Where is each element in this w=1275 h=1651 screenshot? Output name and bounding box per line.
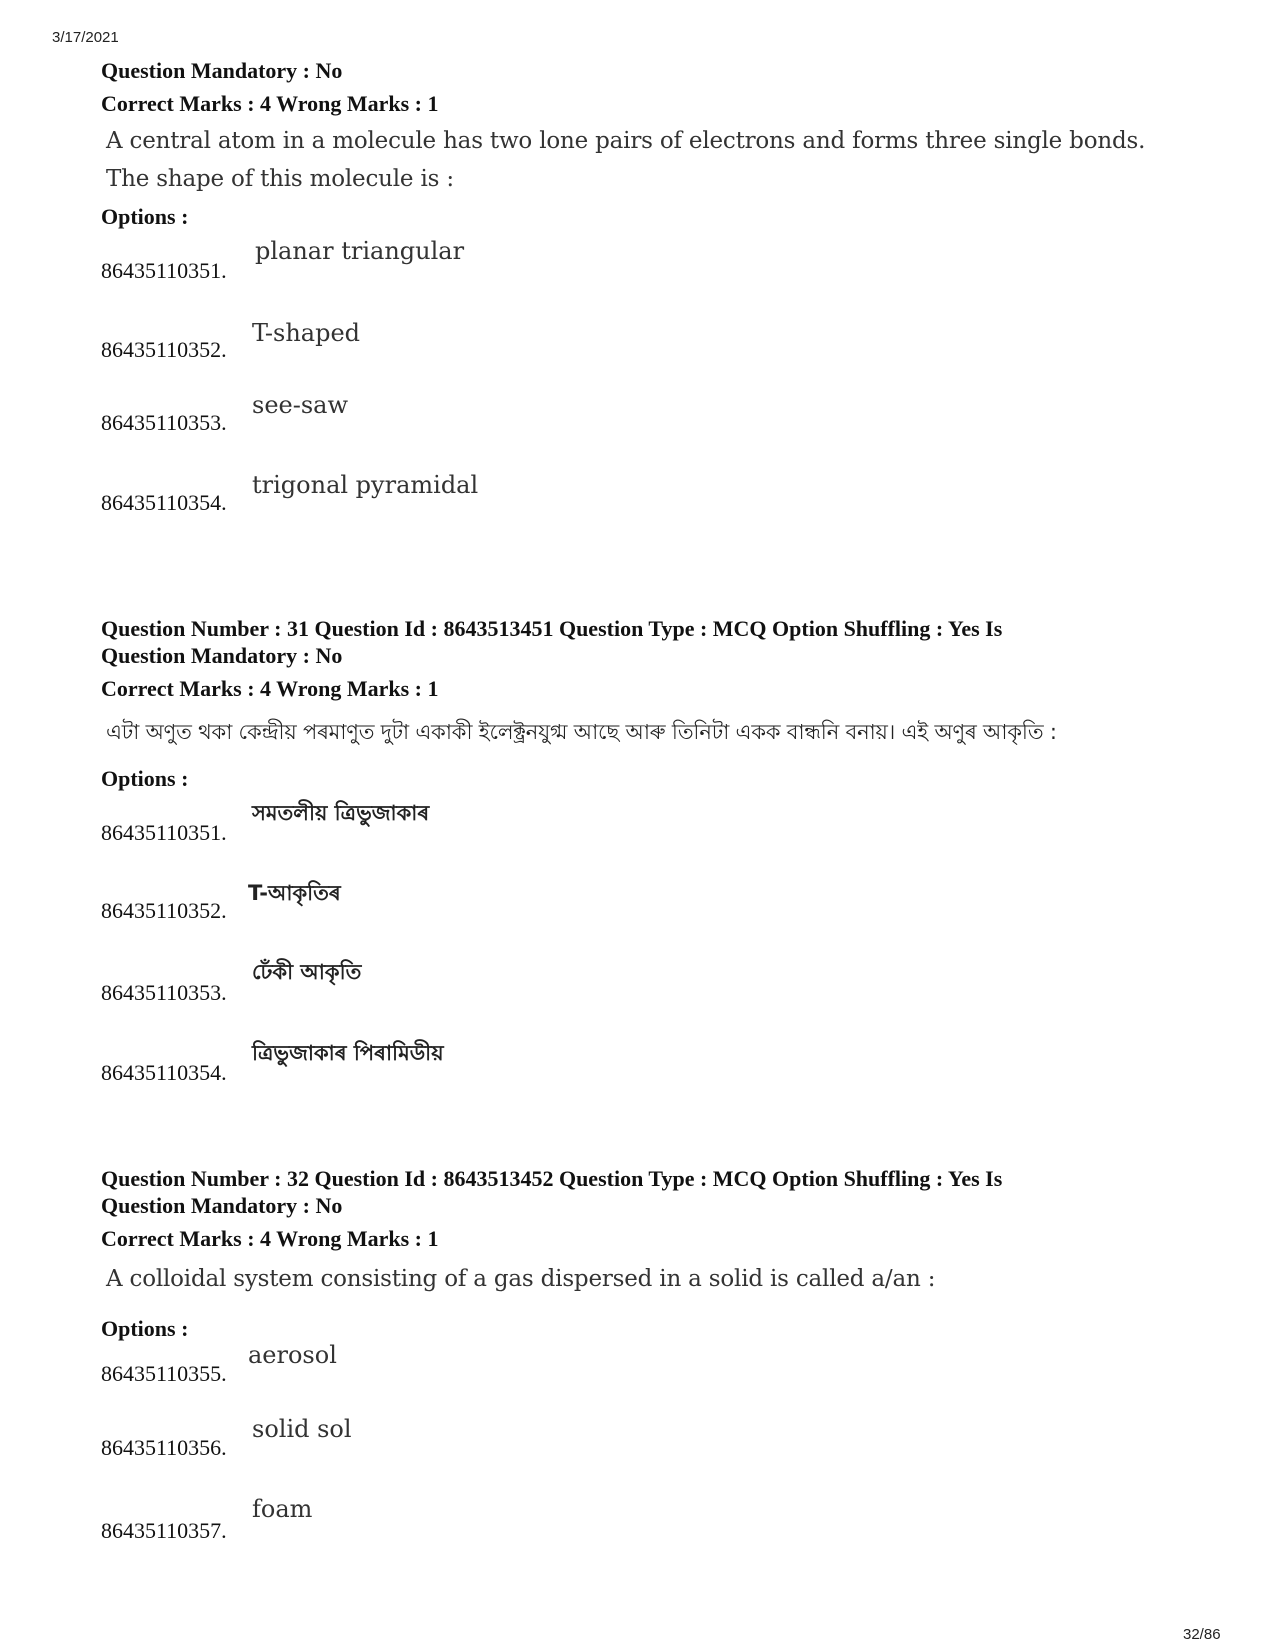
option-id: 86435110351.: [101, 820, 227, 845]
question-header: Question Number : 32 Question Id : 8643513452 Question Type : MCQ Option Shuffling : Yes Is: [101, 1166, 1003, 1191]
question-mandatory: Question Mandatory : No: [101, 58, 343, 83]
options-label: Options :: [101, 204, 189, 229]
question-text: [106, 122, 1145, 198]
option-text: T-shaped: [252, 319, 361, 347]
option-text: trigonal pyramidal: [252, 471, 479, 499]
option-text: foam: [252, 1495, 313, 1523]
question-text-line: The shape of this molecule is :: [106, 166, 454, 192]
option-id: 86435110352.: [101, 898, 227, 923]
option-id: 86435110352.: [101, 337, 227, 362]
option-id: 86435110353.: [101, 410, 227, 435]
option-text: T-আকৃতিৰ: [248, 881, 341, 905]
option-id: 86435110354.: [101, 1060, 227, 1085]
question-mandatory: Question Mandatory : No: [101, 643, 343, 668]
question-mandatory: Question Mandatory : No: [101, 1193, 343, 1218]
option-text: see-saw: [252, 391, 348, 419]
question-marks: Correct Marks : 4 Wrong Marks : 1: [101, 1226, 439, 1251]
option-id: 86435110357.: [101, 1518, 227, 1543]
option-id: 86435110351.: [101, 258, 227, 283]
option-text: ত্ৰিভুজাকাৰ পিৰামিডীয়: [252, 1041, 444, 1065]
option-text: ঢেঁকী আকৃতি: [252, 960, 362, 984]
question-text-line: A colloidal system consisting of a gas dispersed in a solid is called a/an :: [106, 1266, 936, 1292]
option-text: planar triangular: [255, 237, 465, 265]
question-text: [106, 713, 1057, 751]
question-marks: Correct Marks : 4 Wrong Marks : 1: [101, 91, 439, 116]
page-number: 32/86: [1183, 1626, 1221, 1643]
options-label: Options :: [101, 766, 189, 791]
option-id: 86435110355.: [101, 1361, 227, 1386]
option-text: সমতলীয় ত্ৰিভুজাকাৰ: [252, 801, 430, 825]
option-id: 86435110354.: [101, 490, 227, 515]
options-label: Options :: [101, 1316, 189, 1341]
option-id: 86435110353.: [101, 980, 227, 1005]
option-id: 86435110356.: [101, 1435, 227, 1460]
question-text-line: A central atom in a molecule has two lone pairs of electrons and forms three single bonds.: [106, 128, 1146, 154]
option-text: aerosol: [248, 1341, 337, 1369]
question-marks: Correct Marks : 4 Wrong Marks : 1: [101, 676, 439, 701]
question-text: [106, 1260, 935, 1298]
question-header: Question Number : 31 Question Id : 8643513451 Question Type : MCQ Option Shuffling : Yes Is: [101, 616, 1003, 641]
option-text: solid sol: [252, 1415, 352, 1443]
question-text-line: এটা অণুত থকা কেন্দ্ৰীয় পৰমাণুত দুটা একাকী ইলেক্ট্ৰনযুগ্ম আছে আৰু তিনিটা একক বান্ধনি বনায়। এই অণুৰ আকৃতি :: [106, 720, 1057, 744]
print-date: 3/17/2021: [52, 29, 119, 46]
